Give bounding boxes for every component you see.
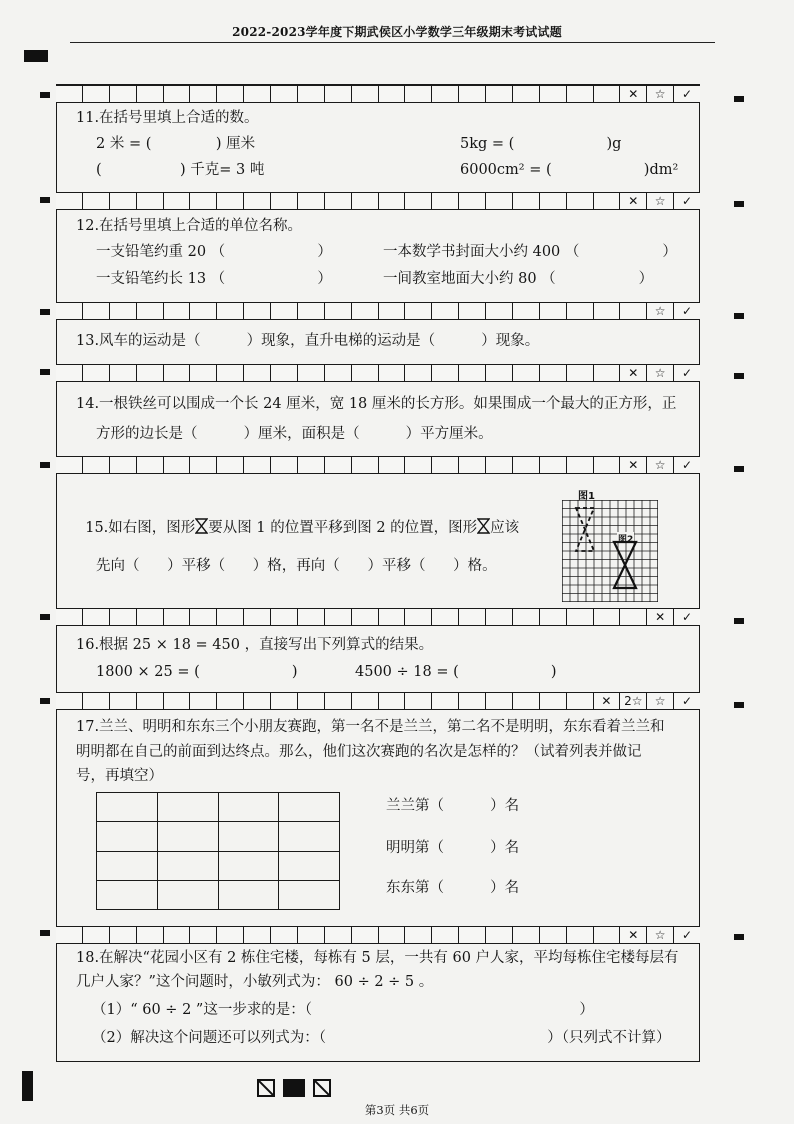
star-icon: ☆ <box>646 457 673 473</box>
check-icon: ✓ <box>673 609 700 625</box>
side-mark <box>40 614 50 620</box>
q15-text-part2: 要从图 1 的位置平移到图 2 的位置，图形 <box>208 520 478 537</box>
figure-2-label: 图2 <box>618 535 634 545</box>
side-mark <box>734 934 744 940</box>
side-mark <box>734 373 744 379</box>
header-rule <box>70 42 715 43</box>
check-icon: ✓ <box>673 365 700 381</box>
q17-blank-mingming: 明明第（ ）名 <box>386 840 520 856</box>
hourglass-shape-icon <box>195 518 208 534</box>
q11-blank-kilograms: ( ) 千克= 3 吨 <box>96 162 265 178</box>
side-mark <box>40 698 50 704</box>
question-17-line1: 17.兰兰、明明和东东三个小朋友赛跑，第一名不是兰兰，第二名不是明明，东东看着兰兰和 <box>76 719 665 735</box>
footer-scan-marks <box>257 1079 331 1097</box>
x-mark-icon: ✕ <box>619 86 646 102</box>
star-icon: ☆ <box>646 303 673 319</box>
q12-blank-pencil-length: 一支铅笔约长 13 （ ） <box>96 271 332 287</box>
side-mark <box>40 309 50 315</box>
check-icon: ✓ <box>673 193 700 209</box>
side-mark <box>734 201 744 207</box>
figure-1-label: 图1 <box>578 491 595 502</box>
q11-blank-meters: 2 米 = ( ) 厘米 <box>96 136 256 152</box>
star-icon: ☆ <box>646 927 673 943</box>
x-mark-icon: ✕ <box>619 365 646 381</box>
slashed-box-icon <box>257 1079 275 1097</box>
x-mark-icon: ✕ <box>593 693 620 709</box>
q16-blank-1800x25: 1800 × 25 = ( ) <box>96 664 298 680</box>
side-mark <box>734 702 744 708</box>
q16-blank-4500div18: 4500 ÷ 18 = ( ) <box>355 664 557 680</box>
slashed-box-icon <box>313 1079 331 1097</box>
exam-header-title: 2022-2023学年度下期武侯区小学数学三年级期末考试试题 <box>232 25 562 39</box>
check-icon: ✓ <box>673 927 700 943</box>
side-mark <box>734 96 744 102</box>
star-icon: ☆ <box>646 365 673 381</box>
q11-blank-dm2: 6000cm² = ( )dm² <box>460 162 679 178</box>
q17-reasoning-table[interactable] <box>96 792 340 910</box>
question-11-stem: 11.在括号里填上合适的数。 <box>76 110 259 126</box>
q17-blank-dongdong: 东东第（ ）名 <box>386 880 520 896</box>
x-mark-icon: ✕ <box>619 457 646 473</box>
scoring-strip <box>56 192 700 210</box>
question-12-stem: 12.在括号里填上合适的单位名称。 <box>76 218 303 234</box>
scoring-strip <box>56 692 700 710</box>
q12-blank-book-cover: 一本数学书封面大小约 400 （ ） <box>383 244 677 260</box>
q15-text-part3: 应该 <box>490 520 520 537</box>
star-icon: ☆ <box>646 693 673 709</box>
question-17-line2: 明明都在自己的前面到达终点。那么，他们这次赛跑的名次是怎样的？（试着列表并做记 <box>76 744 642 760</box>
scoring-strip <box>56 302 700 320</box>
translation-grid-figure <box>562 500 658 602</box>
side-mark <box>40 462 50 468</box>
check-icon: ✓ <box>673 457 700 473</box>
question-18-line1: 18.在解决“花园小区有 2 栋住宅楼，每栋有 5 层，一共有 60 户人家，平均每栋住宅楼每层有 <box>76 950 679 966</box>
question-14-line2: 方形的边长是（ ）厘米，面积是（ ）平方厘米。 <box>96 426 493 442</box>
side-mark <box>40 197 50 203</box>
scoring-strip <box>56 364 700 382</box>
x-mark-icon: ✕ <box>619 193 646 209</box>
star-icon: ☆ <box>646 193 673 209</box>
filled-box-icon <box>283 1079 305 1097</box>
question-18-line2: 几户人家？”这个问题时，小敏列式为： 60 ÷ 2 ÷ 5 。 <box>76 974 434 990</box>
registration-mark-top-left <box>24 50 48 62</box>
x-mark-icon: ✕ <box>619 927 646 943</box>
side-mark <box>734 466 744 472</box>
question-15-line2: 先向（ ）平移（ ）格，再向（ ）平移（ ）格。 <box>96 558 497 574</box>
page-number: 第3页 共6页 <box>364 1103 430 1117</box>
q15-text-part1: 15.如右图，图形 <box>85 520 196 537</box>
question-14-line1: 14.一根铁丝可以围成一个长 24 厘米，宽 18 厘米的长方形。如果围成一个最大的正方形，正 <box>76 396 677 412</box>
question-17-line3: 号，再填空） <box>76 768 163 784</box>
q12-blank-classroom-floor: 一间教室地面大小约 80 （ ） <box>383 271 654 287</box>
check-icon: ✓ <box>673 86 700 102</box>
side-mark <box>734 618 744 624</box>
star-icon: ☆ <box>646 86 673 102</box>
check-icon: ✓ <box>673 303 700 319</box>
side-mark <box>40 930 50 936</box>
side-mark <box>734 313 744 319</box>
scoring-strip <box>56 85 700 103</box>
check-icon: ✓ <box>673 693 700 709</box>
side-mark <box>40 92 50 98</box>
scoring-strip <box>56 608 700 626</box>
q17-blank-lanlan: 兰兰第（ ）名 <box>386 798 520 814</box>
two-star-icon: 2☆ <box>619 693 646 709</box>
q18-sub-question-1: （1）“ 60 ÷ 2 ”这一步求的是：（ ） <box>92 1002 594 1018</box>
question-13: 13.风车的运动是（ ）现象，直升电梯的运动是（ ）现象。 <box>76 333 540 349</box>
question-15-line1 <box>76 501 519 538</box>
scoring-strip <box>56 456 700 474</box>
question-16-stem: 16.根据 25 × 18 = 450 ，直接写出下列算式的结果。 <box>76 637 434 653</box>
scoring-strip <box>56 926 700 944</box>
hourglass-shape-icon <box>477 518 490 534</box>
side-mark <box>40 369 50 375</box>
q11-blank-grams: 5kg = ( )g <box>460 136 622 152</box>
registration-mark-bottom-left <box>22 1071 33 1101</box>
q18-sub-question-2: （2）解决这个问题还可以列式为：（ ）（只列式不计算） <box>92 1030 671 1046</box>
x-mark-icon: ✕ <box>646 609 673 625</box>
q12-blank-pencil-weight: 一支铅笔约重 20 （ ） <box>96 244 332 260</box>
